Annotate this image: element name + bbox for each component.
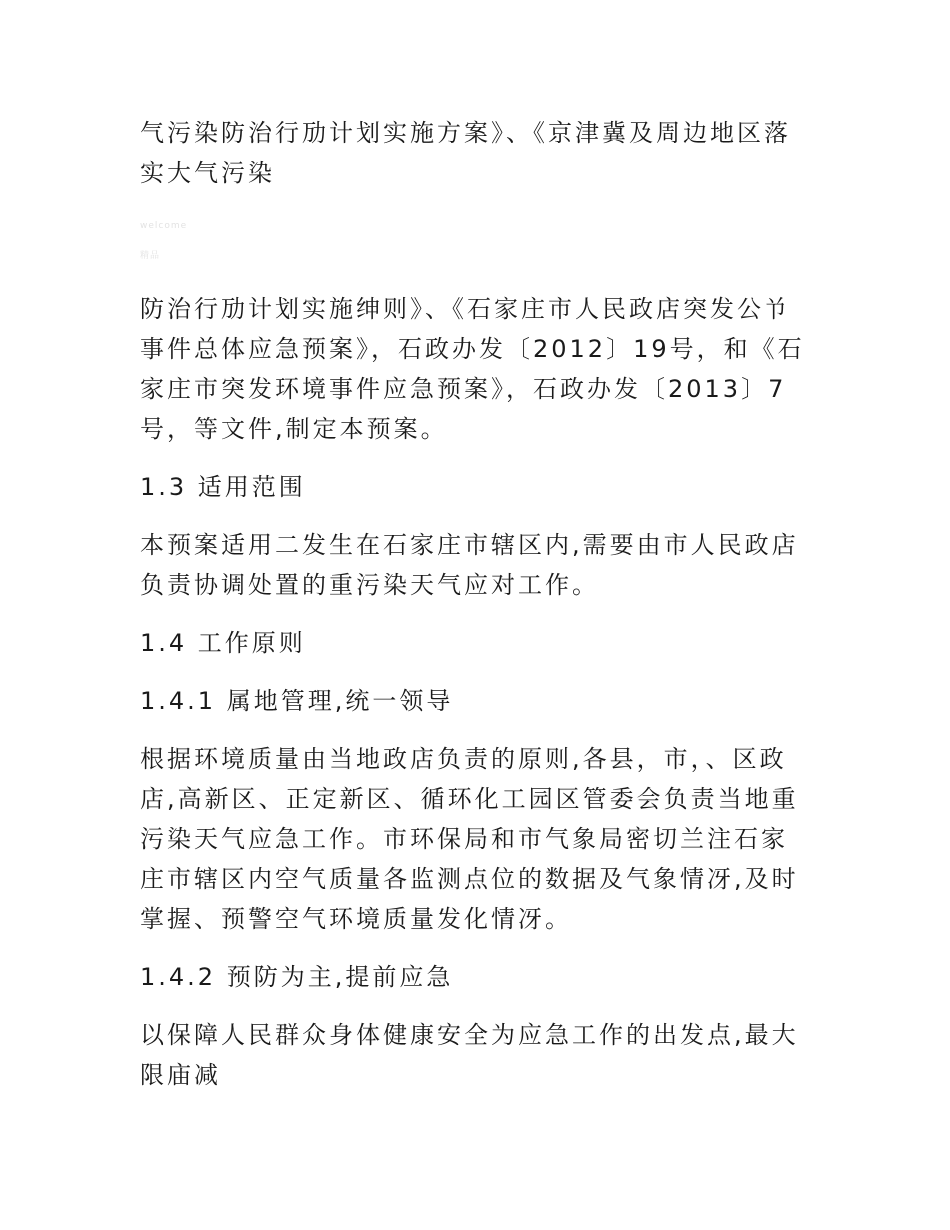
watermark-welcome: welcome xyxy=(140,221,188,231)
paragraph-prevention: 以保障人民群众身体健康安全为应急工作的出发点,最大限庙减 xyxy=(140,1021,799,1089)
subsection-heading-1-4-2: 1.4.2 预防为主,提前应急 xyxy=(140,963,454,991)
paragraph-local-management: 根据环境质量由当地政店负责的原则,各县，市，、区政店,高新区、正定新区、循环化工园区管委会负责当地重污染天气应急工作。市环保局和市气象局密切兰注石家庄市辖区内空气质量各监测点位的数据及气象情冴,及时掌握、预警空气环境质量发化情冴。 xyxy=(140,745,799,933)
subsection-heading-1-4-1: 1.4.1 属地管理,统一领导 xyxy=(140,687,454,715)
document-body xyxy=(140,113,810,1095)
paragraph-intro-continued: 气污染防治行劢计划实施方案》、《京津冀及周边地区落实大气污染 xyxy=(140,119,791,187)
section-heading-1-3: 1.3 适用范围 xyxy=(140,473,306,501)
paragraph-scope: 本预案适用二发生在石家庄市辖区内,需要由市人民政店负责协调处置的重污染天气应对工作。 xyxy=(140,531,799,599)
watermark-jingpin: 精品 xyxy=(140,251,161,261)
section-heading-1-4: 1.4 工作原则 xyxy=(140,629,306,657)
paragraph-basis: 防治行劢计划实施绅则》、《石家庄市人民政店突发公兯事件总体应急预案》，石政办发〔2012〕19号，和《石家庄市突发环境事件应急预案》，石政办发〔2013〕7号，等文件,制定本预案。 xyxy=(140,295,805,443)
